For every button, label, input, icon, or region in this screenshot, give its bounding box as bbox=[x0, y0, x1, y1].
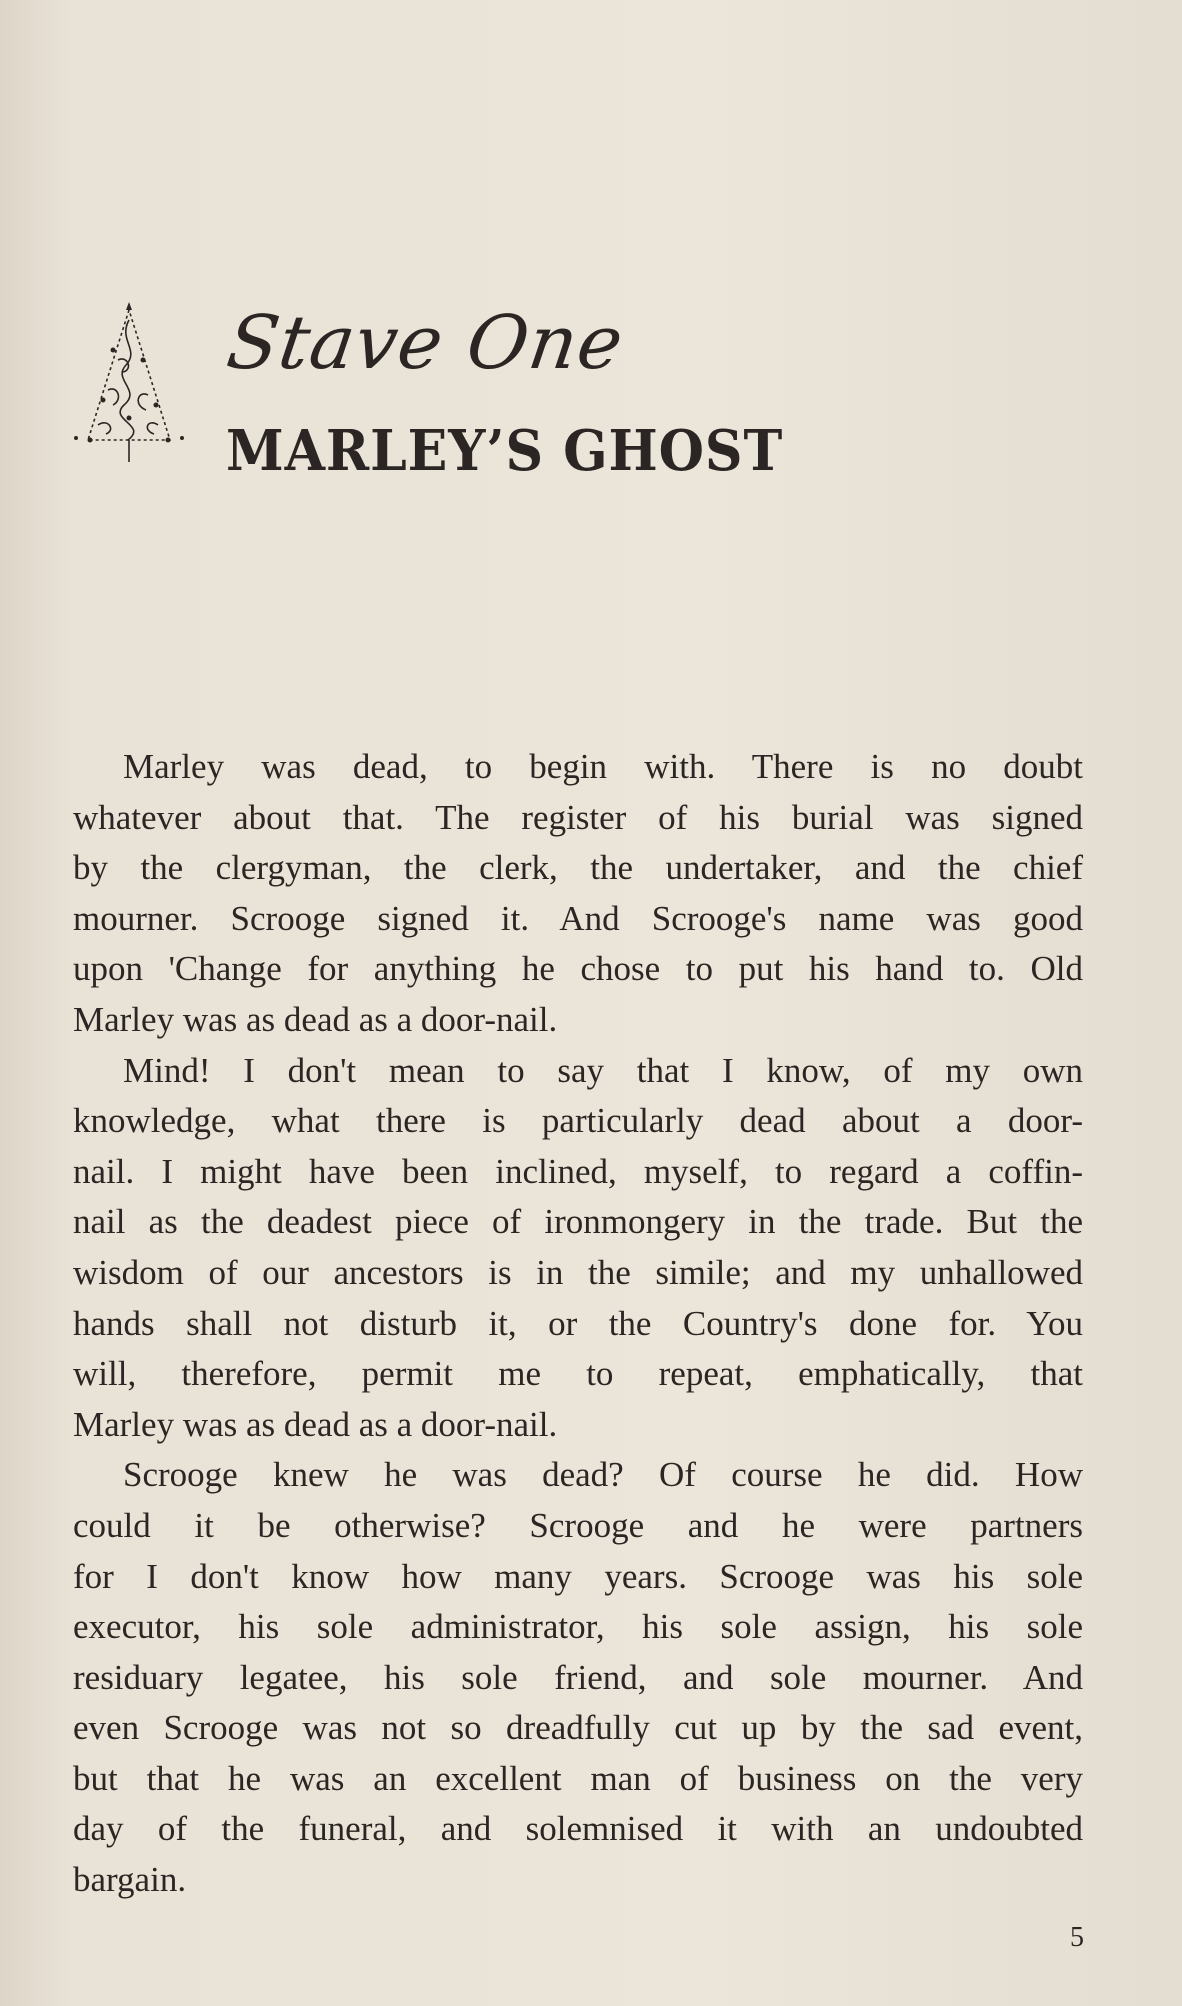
text-line: wisdom of our ancestors is in the simile; and my unhallowed bbox=[73, 1252, 1083, 1292]
text-line: mourner. Scrooge signed it. And Scrooge's name was good bbox=[73, 898, 1083, 938]
text-line: will, therefore, permit me to repeat, emphatically, that bbox=[73, 1354, 1083, 1394]
text-line: even Scrooge was not so dreadfully cut up by the sad event, bbox=[73, 1708, 1083, 1748]
text-line: residuary legatee, his sole friend, and sole mourner. And bbox=[73, 1657, 1083, 1697]
text-line: day of the funeral, and solemnised it with an undoubted bbox=[73, 1809, 1083, 1849]
paragraph bbox=[73, 1450, 1083, 1905]
christmas-tree-icon bbox=[68, 300, 190, 470]
text-line: Scrooge knew he was dead? Of course he did. How bbox=[123, 1455, 1083, 1495]
chapter-title: MARLEY’S GHOST bbox=[226, 418, 784, 484]
text-line: Mind! I don't mean to say that I know, of my own bbox=[123, 1050, 1083, 1090]
text-line: Marley was as dead as a door-nail. bbox=[73, 1404, 558, 1444]
text-line: for I don't know how many years. Scrooge was his sole bbox=[73, 1556, 1083, 1596]
text-line: but that he was an excellent man of business on the very bbox=[73, 1758, 1083, 1798]
text-line: nail. I might have been inclined, myself, to regard a coffin- bbox=[73, 1151, 1083, 1191]
text-line: nail as the deadest piece of ironmongery in the trade. But the bbox=[73, 1202, 1083, 1242]
text-line: Marley was dead, to begin with. There is no doubt bbox=[123, 747, 1083, 786]
text-line: executor, his sole administrator, his sole assign, his sole bbox=[73, 1607, 1083, 1647]
paragraph bbox=[73, 1046, 1083, 1451]
text-line: could it be otherwise? Scrooge and he were partners bbox=[73, 1505, 1083, 1545]
paragraph bbox=[73, 742, 1083, 1046]
text-line: Marley was as dead as a door-nail. bbox=[73, 999, 558, 1039]
text-line: by the clergyman, the clerk, the undertaker, and the chief bbox=[73, 848, 1083, 888]
text-line: hands shall not disturb it, or the Country's done for. You bbox=[73, 1303, 1083, 1343]
body-text bbox=[73, 742, 1083, 1906]
text-line: bargain. bbox=[73, 1860, 187, 1900]
text-line: whatever about that. The register of his burial was signed bbox=[73, 797, 1083, 837]
chapter-label: Stave One bbox=[221, 300, 629, 386]
page-number: 5 bbox=[1070, 1922, 1084, 1953]
text-line: knowledge, what there is particularly dead about a door- bbox=[73, 1101, 1083, 1141]
text-line: upon 'Change for anything he chose to put his hand to. Old bbox=[73, 949, 1083, 989]
